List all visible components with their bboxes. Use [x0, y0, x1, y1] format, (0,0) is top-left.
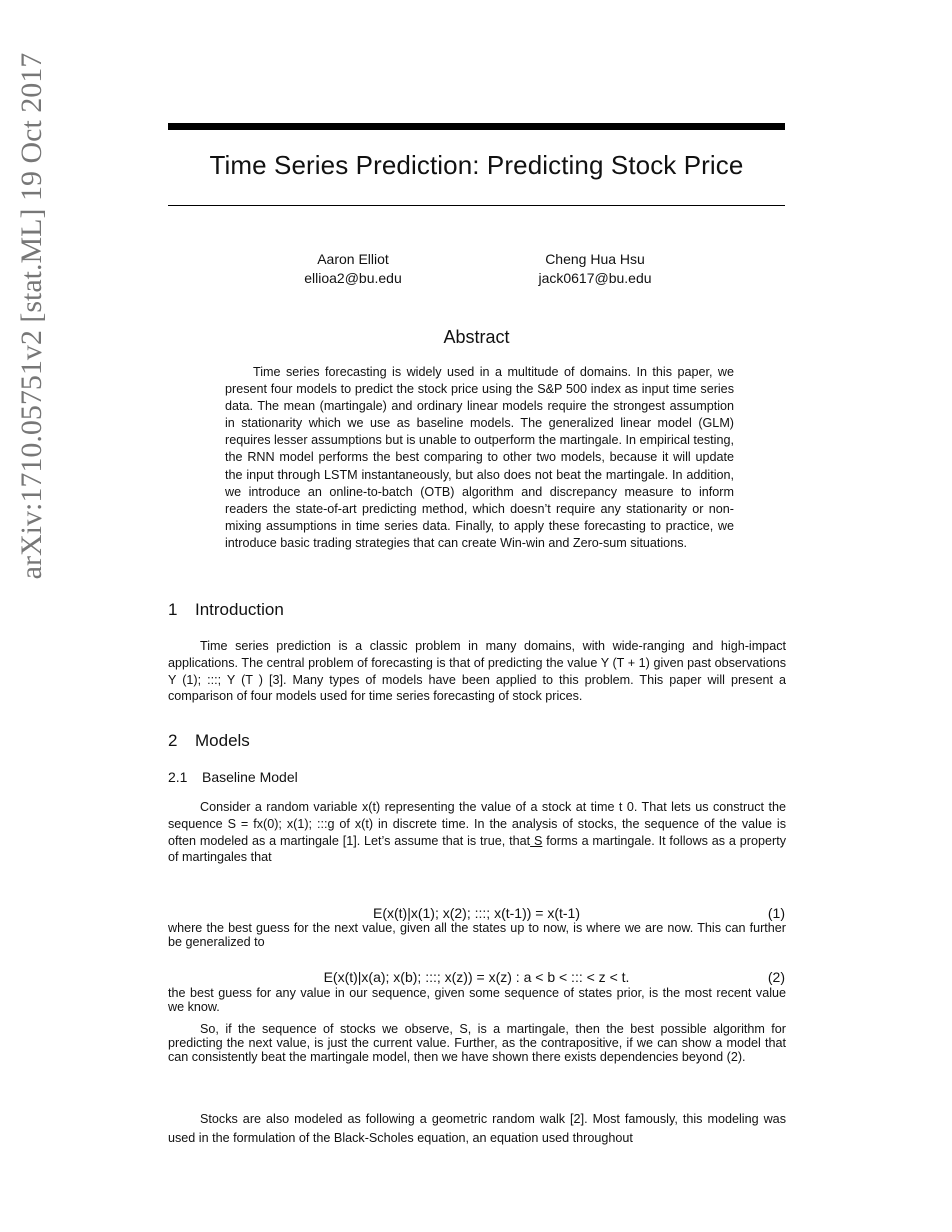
introduction-paragraph: Time series prediction is a classic problem in many domains, with wide-ranging and high-impact applications. The central problem of forecasting is that of predicting the value Y (T + 1) given past observations Y (1); :::; Y (T ) [3]. Many types of models have been applied to this problem. This paper will present a comparison of four models used for time series forecasting of stock prices. — [168, 639, 786, 704]
section-models-heading — [168, 731, 250, 751]
equation-2-number: (2) — [767, 969, 785, 985]
equation-2: E(x(t)|x(a); x(b); :::; x(z)) = x(z) : a < b < ::: < z < t. — [323, 969, 630, 985]
subsection-baseline-heading — [168, 769, 298, 785]
baseline-text-b: forms a martingale. It follows as a property of martingales that — [168, 833, 786, 865]
section-introduction-heading — [168, 600, 284, 620]
subsection-number: 2.1 — [168, 769, 188, 785]
paper-title: Time Series Prediction: Predicting Stock Price — [209, 150, 744, 180]
author-email: jack0617@bu.edu — [538, 270, 652, 286]
section-number: 1 — [168, 600, 178, 619]
equation-1-number: (1) — [767, 905, 785, 921]
author-block-2 — [485, 250, 705, 288]
baseline-paragraph-3: Stocks are also modeled as following a geometric random walk [2]. Most famously, this modeling was used in the formulation of the Black-Scholes equation, an equation used throughout — [168, 1112, 786, 1145]
author-name: Cheng Hua Hsu — [545, 251, 645, 267]
section-title: Introduction — [195, 600, 284, 619]
arxiv-sidebar-stamp: arXiv:1710.05751v2 [stat.ML] 19 Oct 2017 — [15, 52, 48, 580]
sequence-symbol: S — [530, 833, 543, 848]
author-name: Aaron Elliot — [317, 251, 389, 267]
title-top-rule — [168, 123, 785, 130]
section-number: 2 — [168, 731, 178, 750]
equation-2-explanation: the best guess for any value in our sequence, given some sequence of states prior, is the most recent value we know. — [168, 986, 786, 1014]
abstract-text: Time series forecasting is widely used in a multitude of domains. In this paper, we present four models to predict the stock price using the S&P 500 index as input time series data. The mean (martingale) and ordinary linear models require the strongest assumption in stationarity which we use as baseline models. The generalized linear model (GLM) requires lesser assumptions but is unable to outperform the martingale. In empirical testing, the RNN model performs the best comparing to other two models, because it will update the input through LSTM instantaneously, but also does not beat the martingale. In addition, we introduce an online-to-batch (OTB) algorithm and discrepancy measure to inform readers the state-of-art predicting method, which doesn’t require any stationarity or non-mixing assumptions in time series data. Finally, to apply these forecasting to practice, we introduce basic trading strategies that can create Win-win and Zero-sum situations. — [225, 365, 734, 550]
baseline-paragraph-1 — [168, 799, 786, 866]
baseline-text-a: Consider a random variable x(t) representing the value of a stock at time t 0. That lets us construct the sequence S = fx(0); x(1); :::g of x(t) in discrete time. In the analysis of stocks, the sequence of the value is often modeled as a martingale [1]. Let’s assume that is true, that — [168, 800, 786, 848]
title-bottom-rule — [168, 205, 785, 206]
section-title: Models — [195, 731, 250, 750]
author-block-1 — [243, 250, 463, 288]
equation-1-explanation: where the best guess for the next value, given all the states up to now, is where we are now. This can further be generalized to — [168, 921, 786, 949]
baseline-paragraph-2: So, if the sequence of stocks we observe, S, is a martingale, then the best possible algorithm for predicting the next value, is just the current value. Further, as the contrapositive, if we can show a model that can consistently beat the martingale model, then we have shown there exists dependencies beyond (2). — [168, 1022, 786, 1064]
author-email: ellioa2@bu.edu — [304, 270, 402, 286]
abstract-heading: Abstract — [443, 327, 510, 347]
equation-1: E(x(t)|x(1); x(2); :::; x(t-1)) = x(t-1) — [372, 905, 581, 921]
subsection-title: Baseline Model — [202, 769, 298, 785]
